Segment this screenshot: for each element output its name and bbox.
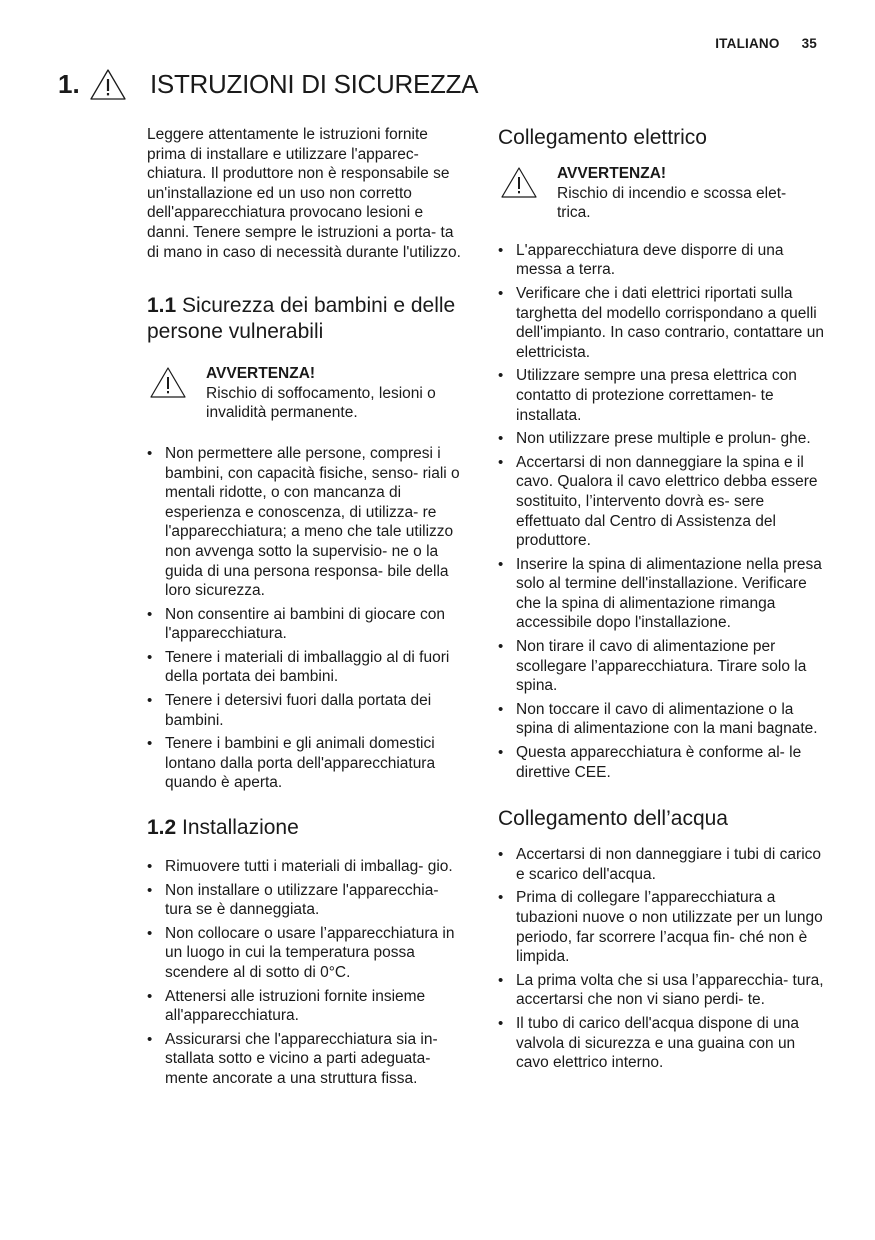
list-item: • Non collocare o usare l’apparecchiatura in un luogo in cui la temperatura possa scendere al di sotto di 0°C. xyxy=(147,924,469,983)
section-1-2-list xyxy=(147,857,469,1089)
warning-triangle-icon xyxy=(88,66,128,102)
electric-warning xyxy=(498,164,824,223)
list-item: • Tenere i detersivi fuori dalla portata dei bambini. xyxy=(147,691,469,730)
list-item: • L'apparecchiatura deve disporre di una messa a terra. xyxy=(498,241,824,280)
right-column xyxy=(498,125,824,1077)
list-item: • Attenersi alle istruzioni fornite insieme all'apparecchiatura. xyxy=(147,987,469,1026)
left-column xyxy=(147,125,469,1093)
electric-heading: Collegamento elettrico xyxy=(498,126,707,149)
list-item: • Non installare o utilizzare l'apparecchia- tura se è danneggiata. xyxy=(147,881,469,920)
list-item: • Non consentire ai bambini di giocare con l'apparecchiatura. xyxy=(147,605,469,644)
list-item: • Non tirare il cavo di alimentazione per scollegare l’apparecchiatura. Tirare solo la spina. xyxy=(498,637,824,696)
water-list xyxy=(498,845,824,1073)
list-item: • Non utilizzare prese multiple e prolun- ghe. xyxy=(498,429,824,449)
chapter-number: 1. xyxy=(58,68,80,99)
list-item: • Verificare che i dati elettrici riportati sulla targhetta del modello corrispondano a quelli dell'impianto. In caso contrario, contattare un elettricista. xyxy=(498,284,824,362)
list-item: • Non toccare il cavo di alimentazione o la spina di alimentazione con la mani bagnate. xyxy=(498,700,824,739)
list-item: • Inserire la spina di alimentazione nella presa solo al termine dell'installazione. Verificare che la spina di alimentazione rimanga accessibile dopo l'installazione. xyxy=(498,555,824,633)
page-number: 35 xyxy=(801,36,817,51)
warning-title: AVVERTENZA! xyxy=(206,365,316,383)
section-1-2-heading xyxy=(147,815,469,841)
list-item: • Utilizzare sempre una presa elettrica con contatto di protezione correttamen- te installata. xyxy=(498,366,824,425)
warning-text: Rischio di incendio e scossa elet- trica. xyxy=(557,184,787,222)
list-item: • Rimuovere tutti i materiali di imballag- gio. xyxy=(147,857,469,877)
list-item: • Tenere i bambini e gli animali domestici lontano dalla porta dell'apparecchiatura quando è aperta. xyxy=(147,734,469,793)
warning-triangle-icon xyxy=(145,364,191,400)
list-item: • Tenere i materiali di imballaggio al di fuori della portata dei bambini. xyxy=(147,648,469,687)
header-language: ITALIANO xyxy=(715,36,780,51)
chapter-heading xyxy=(58,64,478,104)
section-1-1-warning xyxy=(147,364,469,423)
water-heading: Collegamento dell’acqua xyxy=(498,807,728,831)
warning-triangle-icon xyxy=(496,164,542,200)
section-1-2-title: Installazione xyxy=(182,816,299,840)
list-item: • Il tubo di carico dell'acqua dispone di una valvola di sicurezza e una guaina con un cavo elettrico interno. xyxy=(498,1014,824,1073)
chapter-title: ISTRUZIONI DI SICUREZZA xyxy=(150,68,479,99)
page-header xyxy=(715,36,817,51)
electric-list xyxy=(498,241,824,782)
list-item: • Questa apparecchiatura è conforme al- le direttive CEE. xyxy=(498,743,824,782)
list-item: • Non permettere alle persone, compresi i bambini, con capacità fisiche, senso- riali o mentali ridotte, o con mancanza di esperienza e conoscenza, di utilizza- re l'apparecchiatura; a meno che tale utilizzo non avvenga sotto la supervisio- ne o la guida di una persona responsa- bile della loro sicurezza. xyxy=(147,444,469,601)
section-1-2-number: 1.2 xyxy=(147,816,177,840)
list-item: • Assicurarsi che l'apparecchiatura sia in- stallata sotto e vicino a parti adeguata- mente ancorate a una struttura fissa. xyxy=(147,1030,469,1089)
list-item: • La prima volta che si usa l’apparecchia- tura, accertarsi che non vi siano perdi- te. xyxy=(498,971,824,1010)
list-item: • Accertarsi di non danneggiare la spina e il cavo. Qualora il cavo elettrico debba essere sostituito, l’intervento dovrà es- sere effettuato dal Centro di Assistenza del produttore. xyxy=(498,453,824,551)
section-1-1-title: Sicurezza dei bambini e delle persone vulnerabili xyxy=(147,294,456,344)
list-item: • Prima di collegare l’apparecchiatura a tubazioni nuove o non utilizzate per un lungo periodo, far scorrere l’acqua fin- ché non è limpida. xyxy=(498,888,824,966)
section-1-1-list xyxy=(147,444,469,793)
section-1-1-heading xyxy=(147,293,469,345)
intro-paragraph: Leggere attentamente le istruzioni fornite prima di installare e utilizzare l'apparec- chiatura. Il produttore non è responsabile se un'installazione ed un uso non corretto dell'apparecchiatura provocano lesioni e danni. Tenere sempre le istruzioni a porta- ta di mano in caso di necessità durante l'utilizzo. xyxy=(147,126,461,261)
warning-text: Rischio di soffocamento, lesioni o invalidità permanente. xyxy=(206,384,436,422)
warning-title: AVVERTENZA! xyxy=(557,165,667,182)
section-1-1-number: 1.1 xyxy=(147,294,177,318)
list-item: • Accertarsi di non danneggiare i tubi di carico e scarico dell'acqua. xyxy=(498,845,824,884)
